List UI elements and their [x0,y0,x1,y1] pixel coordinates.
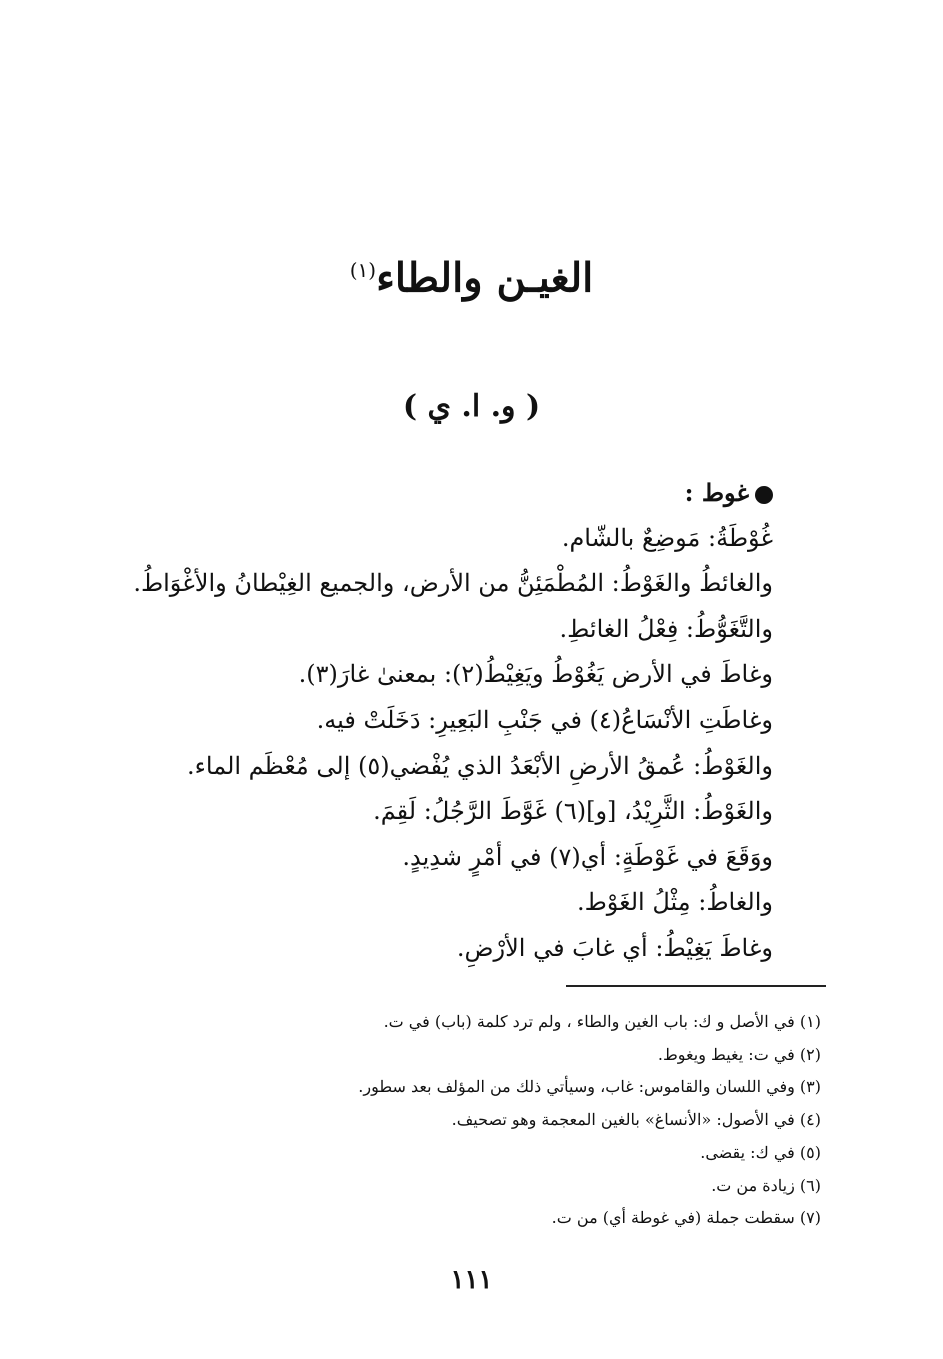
footnotes [261,1006,821,1235]
entry-line: والغائطُ والغَوْطُ: المُطْمَئِنُّ من الأرض، والجميع الغِيْطانُ والأغْوَاطُ. [133,569,773,598]
entry-line: والغَوْطُ: عُمقُ الأرضِ الأبْعَدُ الذي يُفْضي(٥) إلى مُعْظَم الماء. [186,751,773,780]
entry-line: وغاطَتِ الأنْسَاعُ(٤) في جَنْبِ البَعِيرِ: دَخَلَتْ فيه. [316,705,773,734]
entry-line: غُوْطَةُ: مَوضِعٌ بالشّام. [561,523,773,552]
footnote: (٣) وفي اللسان والقاموس: غاب، وسيأتي ذلك من المؤلف بعد سطور. [358,1077,821,1097]
footnote: (٦) زيادة من ت. [711,1175,821,1195]
entry-line: والتَّغَوُّطُ: فِعْلُ الغائطِ. [559,614,773,643]
bullet-icon [755,486,773,504]
footnote: (٤) في الأصول: «الأنساغ» بالغين المعجمة وهو تصحيف. [451,1110,821,1130]
entry-line: والغاطُ: مِثْلُ الغَوْط. [576,888,773,917]
chapter-title-footnote-ref: (١) [349,258,377,282]
footnote: (٢) في ت: يغيط ويغوط. [657,1044,821,1064]
root-heading [153,470,773,516]
section-heading: ( و. ا. ي ) [402,389,541,424]
footnote-separator [566,985,826,987]
page-number: ١١١ [450,1265,493,1295]
entry-line: ووَقَعَ في غَوْطَةٍ: أي(٧) في أمْرٍ شدِيدٍ. [402,842,773,871]
root-label: غوط : [684,478,749,507]
footnote: (٧) سقطت جملة (في غوطة أي) من ت. [551,1208,821,1228]
footnote: (٥) في ك: يقضى. [700,1142,821,1162]
chapter-title-text: الغيـن والطاء [376,254,594,302]
footnote: (١) في الأصل و ك: باب الغين والطاء ، ولم ترد كلمة (باب) في ت. [383,1012,821,1031]
entry-line: وغاطَ يَغِيْطُ: أي غابَ في الأرْضِ. [456,933,773,962]
entry-line: وغاطَ في الأرض يَغُوْطُ ويَغِيْطُ(٢): بمعنىٰ غارَ(٣). [298,660,773,689]
entry-line: والغَوْطُ: الثَّرِيْدُ، [و](٦) غَوَّطَ الرَّجُلُ: لَقِمَ. [373,797,773,826]
dictionary-entries [133,470,773,972]
chapter-title [0,240,943,308]
